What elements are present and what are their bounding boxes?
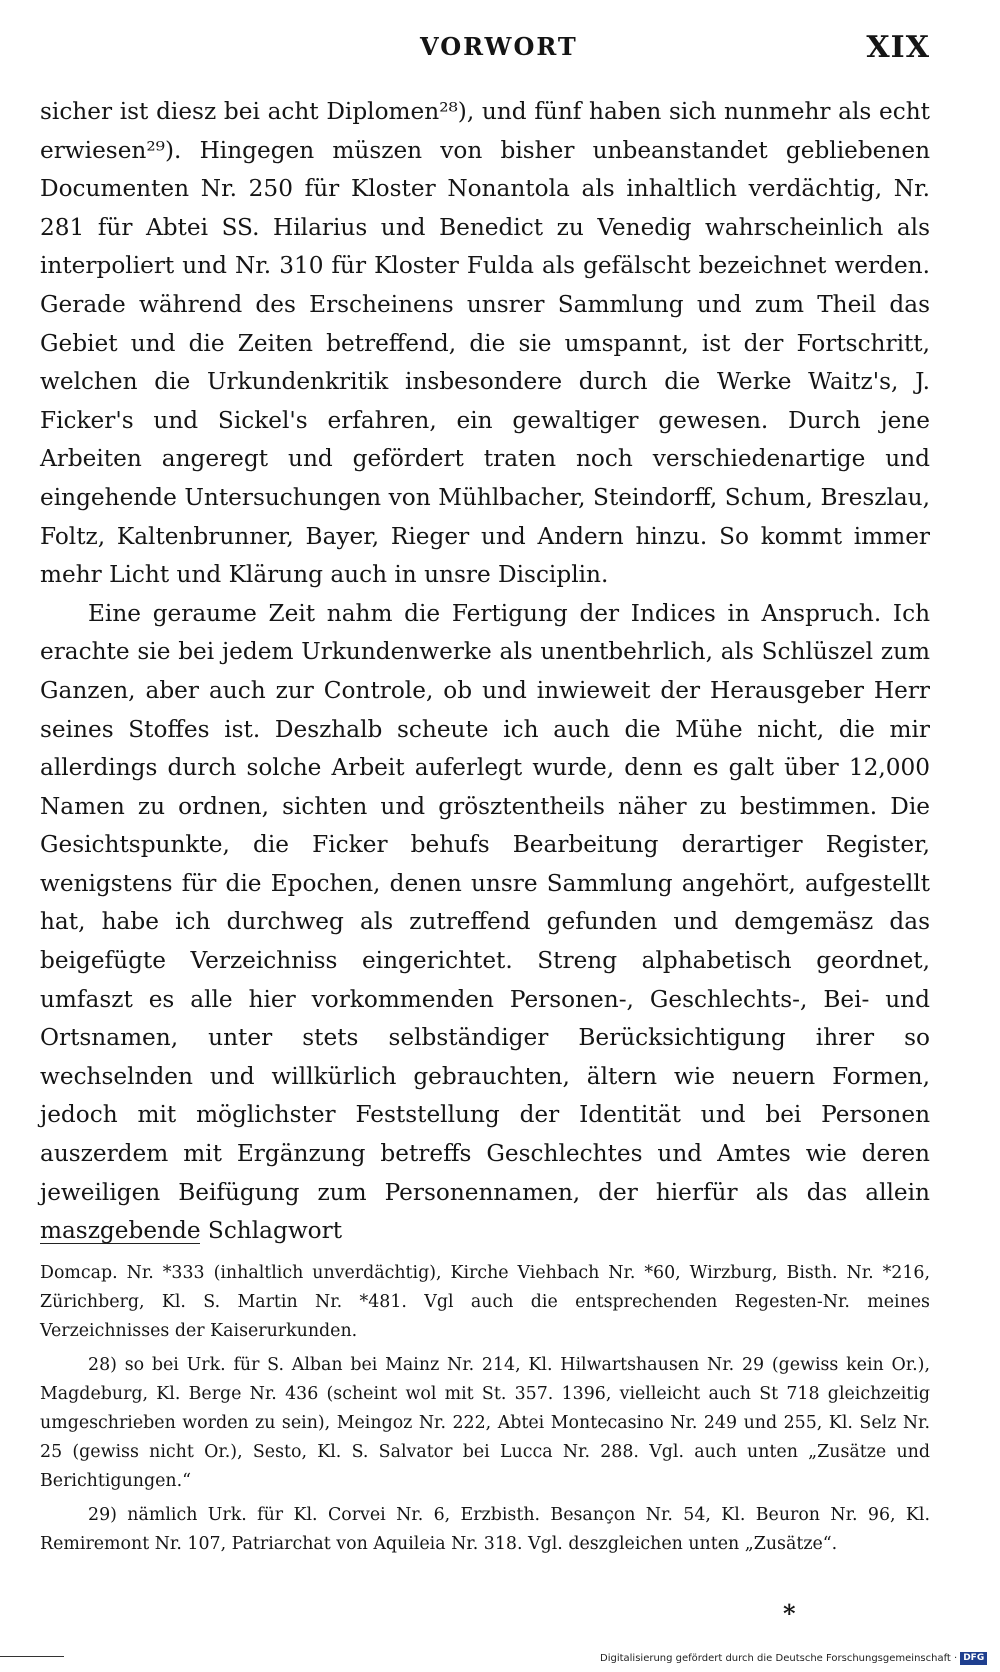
footnote-continuation: Domcap. Nr. *333 (inhaltlich unverdächtig), Kirche Viehbach Nr. *60, Wirzburg, Bisth. Nr. *216, Zürichberg, Kl. S. Martin Nr. *481. Vgl auch die entsprechenden Regesten-Nr. meines Verzeichnisses der Kaiserurkunden.: [40, 1263, 930, 1342]
credit-text: Digitalisierung gefördert durch die Deutsche Forschungsgemeinschaft ·: [600, 1653, 958, 1664]
bottom-left-rule: [0, 1656, 64, 1657]
paragraph-2: Eine geraume Zeit nahm die Fertigung der Indices in Anspruch. Ich erachte sie bei jedem Urkundenwerke als unentbehrlich, als Schlüszel zum Ganzen, aber auch zur Controle, ob und inwieweit der Herausgeber Herr seines Stoffes ist. Deszhalb scheute ich auch die Mühe nicht, die mir allerdings durch solche Arbeit auferlegt wurde, denn es galt über 12,000 Namen zu ordnen, sichten und grösztentheils näher zu bestimmen. Die Gesichtspunkte, die Ficker behufs Bearbeitung derartiger Register, wenigstens für die Epochen, denen unsre Sammlung angehört, aufgestellt hat, habe ich durchweg als zutreffend gefunden und demgemäsz das beigefügte Verzeichniss eingerichtet. Streng alphabetisch geordnet, umfaszt es alle hier vorkommenden Personen-, Geschlechts-, Bei- und Ortsnamen, unter stets selbständiger Berücksichtigung ihrer so wechselnden und willkürlich gebrauchten, ältern wie neuern Formen, jedoch mit möglichster Feststellung der Identität und bei Personen auszerdem mit Ergänzung betreffs Geschlechtes und Amtes wie deren jeweiligen Beifügung zum Personennamen, der hierfür als das allein maszgebende Schlagwort: [40, 599, 930, 1245]
footnote-separator: [40, 1243, 200, 1244]
digitization-credit: [600, 1650, 987, 1668]
footnote-28: 28) so bei Urk. für S. Alban bei Mainz Nr. 214, Kl. Hilwartshausen Nr. 29 (gewiss kein Or.), Magdeburg, Kl. Berge Nr. 436 (scheint wol mit St. 357. 1396, vielleicht auch St 718 gleichzeitig umgeschrieben worden zu sein), Meingoz Nr. 222, Abtei Montecasino Nr. 249 und 255, Kl. Selz Nr. 25 (gewiss nicht Or.), Sesto, Kl. S. Salvator bei Lucca Nr. 288. Vgl. auch unten „Zusätze und Berichtigungen.“: [40, 1354, 930, 1492]
page-number: XIX: [866, 30, 930, 65]
main-text: [40, 93, 930, 1251]
asterisk-ornament: *: [783, 1599, 796, 1628]
paragraph-1: sicher ist diesz bei acht Diplomen²⁸), und fünf haben sich nunmehr als echt erwiesen²⁹). Hingegen müszen von bisher unbeanstandet gebliebenen Documenten Nr. 250 für Kloster Nonantola als inhaltlich verdächtig, Nr. 281 für Abtei SS. Hilarius und Benedict zu Venedig wahrscheinlich als interpoliert und Nr. 310 für Kloster Fulda als gefälscht bezeichnet werden. Gerade während des Erscheinens unsrer Sammlung und zum Theil das Gebiet und die Zeiten betreffend, die sie umspannt, ist der Fortschritt, welchen die Urkundenkritik insbesondere durch die Werke Waitz's, J. Ficker's und Sickel's erfahren, ein gewaltiger gewesen. Durch jene Arbeiten angeregt und gefördert traten noch verschiedenartige und eingehende Untersuchungen von Mühlbacher, Steindorff, Schum, Breszlau, Foltz, Kaltenbrunner, Bayer, Rieger und Andern hinzu. So kommt immer mehr Licht und Klärung auch in unsre Disciplin.: [40, 98, 930, 589]
running-title: VORWORT: [420, 32, 578, 61]
dfg-logo: DFG: [960, 1652, 987, 1665]
footnotes: [40, 1259, 930, 1559]
running-header: [40, 30, 930, 70]
footnote-29: 29) nämlich Urk. für Kl. Corvei Nr. 6, Erzbisth. Besançon Nr. 54, Kl. Beuron Nr. 96, Kl. Remiremont Nr. 107, Patriarchat von Aquileia Nr. 318. Vgl. deszgleichen unten „Zusätze“.: [40, 1504, 930, 1554]
